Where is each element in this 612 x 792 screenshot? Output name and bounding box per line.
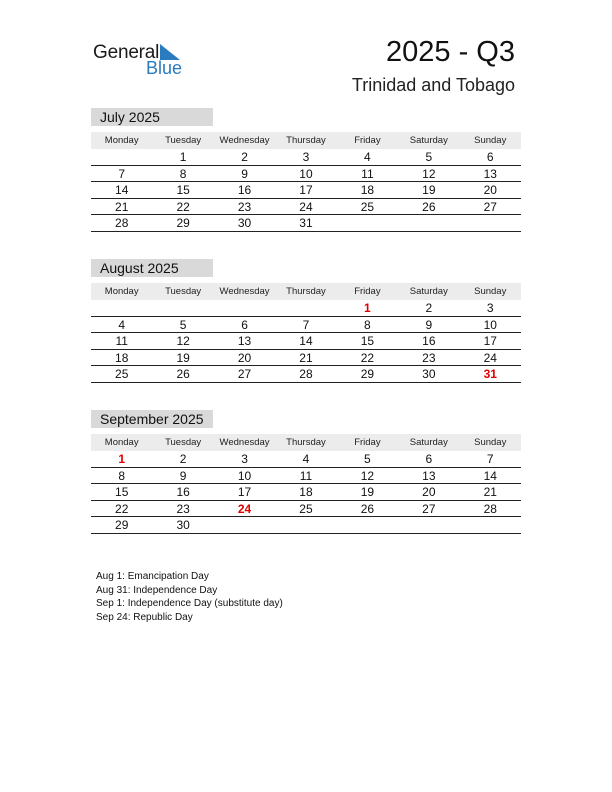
day-cell: 19: [360, 485, 375, 499]
logo-text-blue: Blue: [146, 58, 183, 78]
day-cell: 2: [241, 150, 248, 164]
week-row: [91, 182, 521, 199]
day-cell: 21: [115, 199, 129, 214]
day-cell: 22: [176, 199, 190, 214]
day-cell: 25: [360, 199, 375, 214]
weekday-label: Thursday: [286, 437, 326, 448]
day-cell: 14: [115, 183, 129, 197]
day-cell: 22: [115, 501, 129, 516]
day-cell: 10: [483, 317, 497, 332]
month-label: July 2025: [91, 108, 213, 126]
day-cell: 21: [483, 485, 497, 499]
day-cell: 7: [486, 452, 494, 466]
day-cell: 11: [115, 334, 128, 348]
weekday-label: Sunday: [474, 135, 507, 146]
weekday-label: Sunday: [474, 286, 507, 297]
holiday-note: Aug 31: Independence Day: [96, 584, 218, 596]
month-label: September 2025: [91, 410, 213, 428]
holiday-day-cell: 1: [118, 452, 126, 466]
holiday-note: Aug 1: Emancipation Day: [96, 571, 209, 582]
day-cell: 20: [237, 350, 252, 365]
day-cell: 12: [360, 468, 375, 483]
day-cell: 6: [425, 452, 433, 466]
holiday-note: Sep 24: Republic Day: [96, 611, 193, 623]
day-cell: 4: [364, 150, 371, 164]
day-cell: [214, 517, 275, 533]
day-cell: 18: [299, 485, 313, 499]
day-cell: [91, 149, 152, 165]
day-cell: 17: [299, 183, 313, 197]
week-row: [91, 501, 521, 518]
day-cell: 23: [422, 350, 436, 365]
day-cell: 16: [237, 183, 252, 197]
day-cell: 23: [176, 501, 190, 516]
day-cell: 1: [179, 150, 187, 164]
holiday-day-cell: 31: [483, 367, 497, 381]
weekday-label: Saturday: [409, 437, 448, 448]
day-cell: 30: [422, 367, 436, 381]
day-cell: 10: [299, 166, 313, 181]
day-cell: 15: [176, 183, 190, 197]
day-cell: 28: [115, 216, 129, 230]
weekday-label: Thursday: [286, 286, 326, 297]
day-cell: 9: [179, 468, 187, 483]
week-row: [91, 468, 521, 485]
day-cell: 13: [422, 468, 436, 483]
day-cell: 5: [425, 150, 433, 164]
week-row: [91, 517, 521, 534]
weekday-label: Wednesday: [219, 286, 270, 297]
day-cell: 9: [425, 317, 433, 332]
day-cell: 2: [179, 452, 187, 466]
day-cell: 17: [483, 334, 497, 348]
country-name: Trinidad and Tobago: [351, 75, 515, 95]
day-cell: [337, 215, 398, 231]
weekday-header-row: [91, 434, 521, 451]
day-cell: 9: [241, 166, 248, 181]
day-cell: 20: [483, 183, 497, 197]
day-cell: 3: [486, 301, 494, 315]
day-cell: 14: [483, 468, 497, 483]
day-cell: 7: [118, 166, 126, 181]
holiday-day-cell: 1: [364, 301, 371, 315]
day-cell: [275, 300, 336, 316]
week-row: [91, 149, 521, 166]
day-cell: [275, 517, 336, 533]
day-cell: 4: [302, 452, 310, 466]
holiday-note: Sep 1: Independence Day (substitute day): [96, 598, 283, 609]
day-cell: 15: [115, 485, 129, 499]
weekday-header-row: [91, 132, 521, 149]
page-title: 2025 - Q3: [386, 36, 515, 68]
holiday-day-cell: 24: [237, 501, 252, 516]
day-cell: 29: [176, 216, 190, 230]
day-cell: [337, 517, 398, 533]
day-cell: 6: [486, 150, 494, 164]
day-cell: 13: [237, 334, 252, 348]
day-cell: 20: [422, 485, 436, 499]
weekday-header-row: [91, 283, 521, 300]
day-cell: 12: [176, 334, 190, 348]
day-cell: 28: [299, 367, 313, 381]
day-cell: 11: [299, 468, 313, 483]
weekday-label: Wednesday: [219, 135, 270, 146]
week-row: [91, 199, 521, 216]
week-row: [91, 451, 521, 468]
day-cell: 29: [360, 367, 375, 381]
day-cell: [460, 215, 521, 231]
day-cell: 8: [118, 468, 126, 483]
day-cell: 27: [422, 501, 436, 516]
day-cell: 25: [115, 367, 129, 381]
day-cell: 12: [422, 166, 436, 181]
weekday-label: Monday: [104, 286, 139, 297]
day-cell: 30: [176, 518, 190, 532]
day-cell: 4: [118, 317, 126, 332]
day-cell: 30: [237, 216, 252, 230]
day-cell: 19: [176, 350, 190, 365]
day-cell: 8: [364, 317, 371, 332]
day-cell: 6: [241, 317, 248, 332]
day-cell: 22: [360, 350, 375, 365]
week-row: [91, 366, 521, 383]
day-cell: 17: [237, 485, 252, 499]
weekday-label: Wednesday: [219, 437, 270, 448]
weekday-label: Monday: [104, 135, 139, 146]
week-row: [91, 300, 521, 317]
week-row: [91, 215, 521, 232]
weekday-label: Friday: [354, 286, 381, 297]
day-cell: 28: [483, 501, 497, 516]
day-cell: 18: [115, 350, 129, 365]
day-cell: 26: [360, 501, 375, 516]
weekday-label: Thursday: [286, 135, 326, 146]
day-cell: 21: [299, 350, 313, 365]
day-cell: 15: [360, 334, 375, 348]
weekday-label: Tuesday: [165, 135, 202, 146]
day-cell: 3: [241, 452, 248, 466]
week-row: [91, 350, 521, 367]
day-cell: 19: [422, 183, 436, 197]
day-cell: 2: [425, 301, 433, 315]
day-cell: 27: [483, 199, 497, 214]
weekday-label: Friday: [354, 437, 381, 448]
day-cell: 13: [483, 166, 497, 181]
week-row: [91, 317, 521, 334]
week-row: [91, 333, 521, 350]
day-cell: 16: [176, 485, 190, 499]
logo-text-general: General: [93, 42, 160, 63]
day-cell: 25: [299, 501, 313, 516]
month-label: August 2025: [91, 259, 213, 277]
day-cell: 29: [115, 518, 129, 532]
day-cell: 24: [299, 199, 313, 214]
week-row: [91, 166, 521, 183]
day-cell: [398, 517, 459, 533]
day-cell: [214, 300, 275, 316]
day-cell: 23: [237, 199, 252, 214]
day-cell: 26: [422, 199, 436, 214]
month-block: [91, 108, 521, 232]
day-cell: 24: [483, 350, 497, 365]
generalblue-logo: [93, 42, 203, 82]
day-cell: 16: [422, 334, 436, 348]
day-cell: 14: [299, 334, 313, 348]
day-cell: 5: [364, 452, 371, 466]
weekday-label: Saturday: [409, 286, 448, 297]
weekday-label: Monday: [104, 437, 139, 448]
week-row: [91, 484, 521, 501]
day-cell: 3: [302, 150, 310, 164]
month-block: [91, 259, 521, 383]
holiday-notes: [96, 570, 283, 624]
month-block: [91, 410, 521, 534]
day-cell: 26: [176, 367, 190, 381]
day-cell: 18: [360, 183, 375, 197]
day-cell: 31: [299, 216, 313, 230]
day-cell: [152, 300, 213, 316]
day-cell: 27: [237, 367, 252, 381]
day-cell: 11: [361, 166, 374, 181]
weekday-label: Friday: [354, 135, 381, 146]
weekday-label: Tuesday: [165, 286, 202, 297]
day-cell: 5: [179, 317, 187, 332]
day-cell: 10: [237, 468, 252, 483]
day-cell: [460, 517, 521, 533]
day-cell: [91, 300, 152, 316]
day-cell: [398, 215, 459, 231]
weekday-label: Saturday: [409, 135, 448, 146]
weekday-label: Sunday: [474, 437, 507, 448]
day-cell: 7: [302, 317, 310, 332]
day-cell: 8: [179, 166, 187, 181]
weekday-label: Tuesday: [165, 437, 202, 448]
